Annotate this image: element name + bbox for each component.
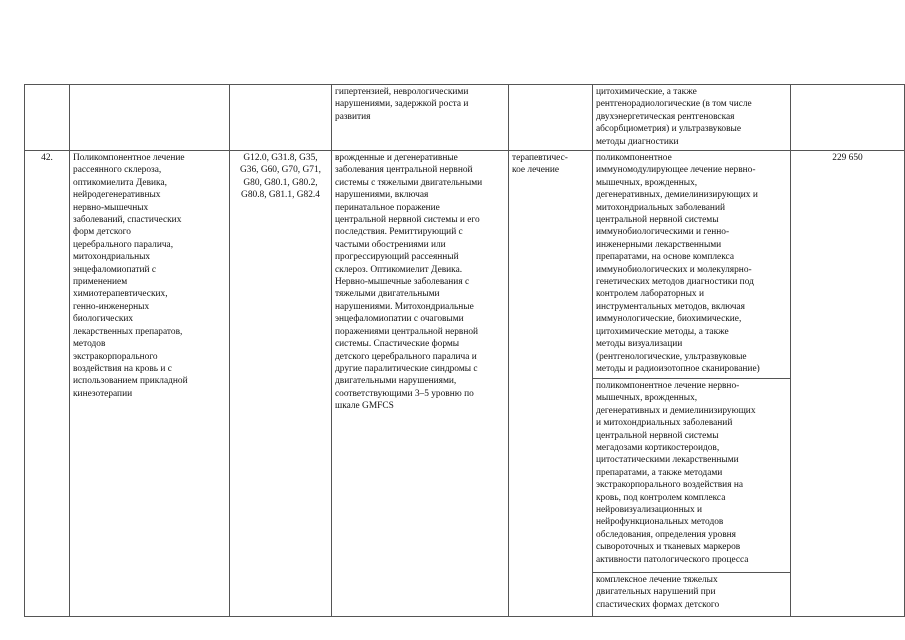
patient-model-cell: гипертензией, неврологическими нарушениями, задержкой роста и развития [332,85,509,151]
care-name-cell: Поликомпонентное лечение рассеянного склероза, оптикомиелита Девика, нейродегенеративных нервно-мышечных заболеваний, спастических форм детского церебрального паралича, митохондриальных энцефаломиопатий с применением химиотерапевтических, генно-инженерных биологических лекарственных препаратов, методов экстракорпорального воздействия на кровь и с использованием прикладной кинезотерапии [70,151,230,617]
row-number-cell [25,85,70,151]
icd-codes-cell [230,85,332,151]
treatment-type-cell: терапевтичес- кое лечение [509,151,593,617]
icd-codes-cell: G12.0, G31.8, G35, G36, G60, G70, G71, G80, G80.1, G80.2, G80.8, G81.1, G82.4 [230,151,332,617]
treatment-type-cell [509,85,593,151]
patient-model-cell: врожденные и дегенеративные заболевания центральной нервной системы с тяжелыми двигательными нарушениями, включая перинатальное поражение центральной нервной системы и его последствия. Ремиттирующий с частыми обострениями или прогрессирующий рассеянный склероз. Оптикомиелит Девика. Нервно-мышечные заболевания с тяжелыми двигательными нарушениями. Митохондриальные энцефаломиопатии с очаговыми поражениями центральной нервной системы. Спастические формы детского церебрального паралича и другие паралитические синдромы с двигательными нарушениями, соответствующими 3–5 уровню по шкале GMFCS [332,151,509,617]
treatment-method-cell: комплексное лечение тяжелых двигательных нарушений при спастических формах детского [593,573,791,617]
price-cell: 229 650 [791,151,905,617]
treatment-method-cell: поликомпонентное лечение нервно- мышечных, врожденных, дегенеративных и демиелинизирующих и митохондриальных заболеваний центральной нервной системы мегадозами кортикостероидов, цитостатическими лекарственными препаратами, а также методами экстракорпорального воздействия на кровь, под контролем комплекса нейровизуализационных и нейрофункциональных методов обследования, определения уровня сывороточных и тканевых маркеров активности патологического процесса [593,379,791,573]
treatment-method-cell: цитохимические, а также рентгенорадиологические (в том числе двухэнергетическая рентгеновская абсорбциометрия) и ультразвуковые методы диагностики [593,85,791,151]
care-name-cell [70,85,230,151]
treatment-method-cell: поликомпонентное иммуномодулирующее лечение нервно- мышечных, врожденных, дегенеративных, демиелинизирующих и митохондриальных заболеваний центральной нервной системы иммунобиологическими и генно- инженерными лекарственными препаратами, на основе комплекса иммунобиологических и молекулярно- генетических методов диагностики под контролем лабораторных и инструментальных методов, включая иммунологические, биохимические, цитохимические методы, а также методы визуализации (рентгенологические, ультразвуковые методы и радиоизотопное сканирование) [593,151,791,379]
continuation-row [25,85,905,151]
medical-care-table [24,84,905,617]
price-cell [791,85,905,151]
row-number-cell: 42. [25,151,70,617]
table-row-42 [25,151,905,379]
